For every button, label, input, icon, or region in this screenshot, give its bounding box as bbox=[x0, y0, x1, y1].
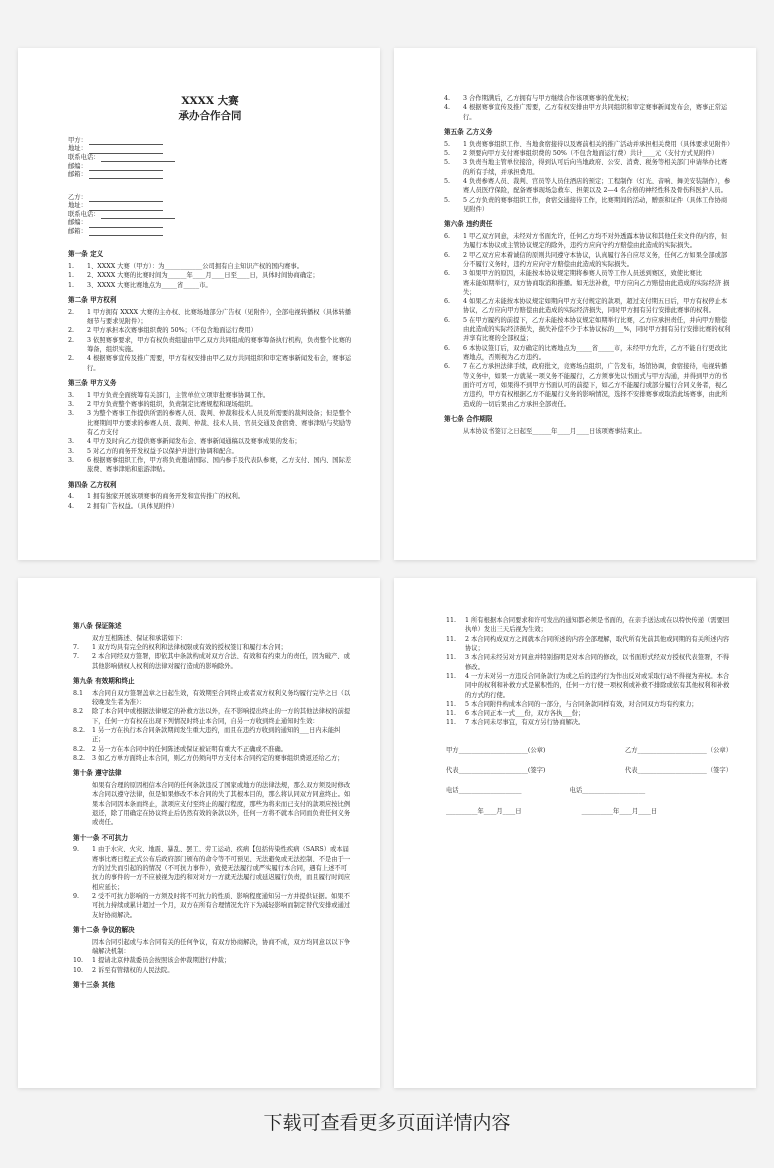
document-page-1 bbox=[18, 48, 380, 560]
clause-text: 4 根据赛事宣传及推广需要，乙方有权安排由甲方共同组织和审定赛事新闻发布会，赛事正常运行。 bbox=[463, 104, 728, 121]
clause-text: 赛未能如期举行，双方协商取消和推播。如无法补救，甲方应向乙方赔偿由此造成的实际经济 损失； bbox=[463, 279, 730, 296]
party-field-blank bbox=[89, 178, 163, 179]
clause-number: 11. bbox=[446, 654, 457, 662]
clause-text: 2 本合同构成双方之间就本合同所述的内容全部理解，取代所有先前其他或同期的有关所述内容协议； bbox=[465, 635, 730, 652]
clause-text: 2 甲乙双方应本着诚信的原则共同遵守本协议，认真履行各自应尽义务，任何乙方如果全部或部分不履行义务时，违约方应向守方赔偿由此造成的实际损失。 bbox=[463, 251, 728, 268]
clause-text: 5 乙方负责的赛事组织工作，食宿交通接待工作，比赛期间的活动，赠票和证件（具体工作协商见附件） bbox=[463, 196, 728, 213]
clause-item bbox=[73, 956, 352, 965]
clause-item bbox=[446, 700, 732, 709]
clause-number: 8.2. bbox=[73, 745, 86, 753]
party-field-label: 邮编： bbox=[68, 219, 87, 227]
clause-text: 因本合同引起或与本合同有关的任何争议，有双方协商解决，协商不成，双方均同意以以下争端解决机制： bbox=[92, 938, 351, 955]
party-a-block bbox=[68, 136, 352, 179]
clause-text: 5 本合同附件构成本合同的一部分，与合同条款同样有效，对合同双方均有约束力； bbox=[465, 700, 698, 708]
party-field-blank bbox=[101, 218, 175, 219]
clause-number: 1. bbox=[68, 272, 75, 280]
party-field-blank bbox=[89, 144, 163, 145]
clause-number: 8.2. bbox=[73, 727, 86, 734]
party-field-label: 乙方： bbox=[68, 193, 87, 201]
clause-item bbox=[68, 281, 352, 290]
clause-text: 2 甲方承担本次赛事组织费的 50%；（不包含地面运行费用） bbox=[87, 327, 257, 335]
document-page-3 bbox=[18, 578, 380, 1088]
clause-item bbox=[444, 158, 732, 177]
page-3-sections bbox=[73, 622, 352, 991]
signature-rep-a: 代表______________________(签字) bbox=[446, 767, 546, 775]
contract-title bbox=[68, 94, 352, 124]
clause-item bbox=[68, 308, 352, 327]
clause-text: 6 本合同正本一式___份，双方各执___份； bbox=[465, 710, 585, 718]
clause-number: 6. bbox=[444, 344, 451, 352]
signature-party-b: 乙方______________________（公章） bbox=[624, 746, 732, 754]
page-1-sections bbox=[68, 250, 352, 511]
clause-item bbox=[446, 718, 732, 727]
signature-block bbox=[446, 746, 732, 816]
section-heading: 第十一条 不可抗力 bbox=[73, 833, 129, 842]
section-heading: 第三条 甲方义务 bbox=[68, 379, 117, 387]
clause-text: 7 本合同未尽事宜，有双方另行协商解决。 bbox=[465, 719, 585, 727]
clause-number: 2. bbox=[68, 336, 75, 344]
clause-number: 2. bbox=[68, 355, 75, 363]
party-field-blank bbox=[89, 153, 163, 154]
party-field-blank bbox=[89, 201, 163, 202]
clause-text: 1 所有根据本合同要求和许可发出的通知都必须是书面的，在亲手送达或在以特快传递（需要回执单）发出三天后视为生效； bbox=[465, 617, 730, 634]
clause-text: 3 依照赛事要求，甲方有权负责组建由甲乙双方共同组成的赛事筹备执行机构，负责整个比赛的筹备，组织实施。 bbox=[87, 336, 352, 354]
clause-text: 1 负责赛事组织工作、当地食宿接待以及赛前相关的推广活动并承担相关费用（具体要求见附件） bbox=[463, 140, 734, 148]
signature-tel-b: 电话____________________ bbox=[569, 787, 646, 795]
clause-item bbox=[73, 745, 352, 754]
clause-text: 3 如乙方单方面终止本合同，则乙方仍须向甲方支付本合同约定的赛事组织费返还给乙方； bbox=[92, 754, 344, 762]
clause-item bbox=[444, 149, 732, 158]
clause-item bbox=[68, 400, 352, 409]
section-heading: 第六条 违约责任 bbox=[444, 220, 493, 229]
clause-number: 4. bbox=[444, 104, 451, 112]
party-field-label: 联系电话： bbox=[68, 210, 100, 218]
clause-number: 3. bbox=[68, 401, 75, 409]
clause-text: 4 根据赛事宣传及推广需要，甲方有权安排由甲乙双方共同组织和审定赛事新闻发布会，赛事运行。 bbox=[87, 355, 352, 372]
clause-number: 6. bbox=[444, 232, 451, 240]
clause-item bbox=[444, 94, 732, 103]
section-heading: 第四条 乙方权利 bbox=[68, 480, 117, 489]
clause-number: 9. bbox=[73, 892, 80, 900]
section-heading: 第七条 合作期限 bbox=[444, 414, 493, 423]
clause-item bbox=[73, 938, 352, 957]
party-field-blank bbox=[89, 227, 163, 228]
clause-number: 6. bbox=[444, 316, 451, 324]
clause-item bbox=[444, 196, 732, 215]
party-field-label: 地址： bbox=[68, 145, 87, 153]
clause-number bbox=[444, 427, 463, 436]
clause-text: 3 负责当地主管单位接洽，得到认可后向当地政府、公安、消费、税务等相关部门申请举办比赛的所有手续，并承担费用。 bbox=[463, 159, 728, 176]
clause-text: 7 在乙方承担法律手续，政府批文，竞赛场点组织，广告发布，场馆协调，食宿接待，电视转播等义务中，如果一方就某一项义务不能履行，乙方须事先以书面式与甲方沟通，并得到甲方的书面许可方可，如果得不到甲方书面认可的前提下，如乙方不能履行或部分履行合同义务者，视乙方违约，甲方有权根据乙方不能履行义务的影响情况，选择不安排赛事或取消此场赛事，由此所造成的一切后果由乙方承担全部责任。 bbox=[463, 363, 728, 408]
clause-number: 5. bbox=[444, 159, 451, 167]
clause-text: 1、XXXX 大赛（甲方）：为____________公司拥有自主知识产权的国内赛事。 bbox=[87, 263, 303, 271]
party-b-block bbox=[68, 193, 352, 236]
clause-text: 2 甲方负责整个赛事的组织，负责制定比赛规程和现场组织。 bbox=[87, 401, 257, 409]
clause-number: 11. bbox=[446, 672, 457, 680]
section-heading: 第二条 甲方权利 bbox=[68, 296, 117, 305]
party-field-blank bbox=[101, 161, 175, 162]
clause-text: 2 须要向甲方支付赛事组织费的 50%（不包含地面运行费）共计____元（支付方式见附件） bbox=[463, 150, 718, 157]
clause-text: 从本协议书签订之日起至______年____月____日该项赛事结束止。 bbox=[463, 427, 646, 435]
clause-text: 1 提请北京仲裁委员会按照该会仲裁期进行仲裁； bbox=[92, 957, 231, 965]
clause-number: 3. bbox=[68, 438, 75, 446]
clause-number: 5. bbox=[444, 177, 451, 185]
clause-number: 8.1 bbox=[73, 689, 84, 697]
party-field bbox=[68, 219, 352, 228]
clause-number: 8.2. bbox=[73, 754, 86, 762]
clause-text: 如果有合理的原因相信本合同的任何条款违反了国家或地方的法律法规，那么双方须及时修改本合同以遵守法律，但是如果修改不本合同的失了其根本目的，那么将认同双方同意终止。如果本合同因本条而终止，款项应支付至终止的履行程度，那些为将来而已支付的款项应按比例退还，除了用确定在协议终止后仍然有效的条款以外，任何一方将不就本合同而负责任何义务或责任。 bbox=[92, 782, 351, 827]
clause-number: 6. bbox=[444, 363, 451, 371]
clause-item bbox=[73, 845, 352, 892]
clause-text: 1 甲乙双方同意，未经对方书面允许，任何乙方均不对外透露本协议和其他任来文件的内容，但为履行本协议或主管协议规定的除外，违约方应向守约方赔偿由此造成的实际损失。 bbox=[463, 232, 728, 250]
clause-text: 3 如果甲方的原因，未能按本协议规定期将参赛人员等工作人员送到赛区，致使比赛比 bbox=[463, 270, 702, 278]
signature-rep-b: 代表______________________（签字） bbox=[624, 767, 732, 775]
clause-item bbox=[73, 892, 352, 920]
clause-text: 1 甲方负责全面统筹有关部门，主管单位立项审批赛事协调工作。 bbox=[87, 391, 270, 399]
clause-text: 2 拥有广告权益。（具体见附件） bbox=[87, 502, 179, 510]
more-pages-caption[interactable]: 下载可查看更多页面详情内容 bbox=[263, 1112, 511, 1134]
clause-number: 8.2 bbox=[73, 708, 84, 716]
clause-item bbox=[446, 635, 732, 654]
clause-text: 4 负责参赛人员、裁判、官员等人员住酒店的预定；工程制作（灯光、音响、舞美安装制作），参赛人员医疗保险，配备赛事现场急救车、担架以及 2—4 名合格的神经性科及骨伤科医护人员。 bbox=[463, 177, 731, 195]
clause-item bbox=[444, 232, 732, 251]
clause-text: 2 诉至有管辖权的人民法院。 bbox=[92, 966, 174, 974]
party-field-label: 地址： bbox=[68, 202, 87, 210]
document-page-2 bbox=[394, 48, 756, 560]
party-field-blank bbox=[89, 235, 163, 236]
clause-item bbox=[73, 781, 352, 828]
signature-row-phone bbox=[446, 786, 732, 795]
clause-number: 3. bbox=[68, 447, 75, 455]
clause-number: 5. bbox=[444, 150, 451, 157]
contract-title-line-2: 承办合作合同 bbox=[178, 110, 242, 123]
clause-item bbox=[444, 362, 732, 409]
signature-row-representative bbox=[446, 766, 732, 775]
clause-number: 5. bbox=[444, 196, 451, 204]
clause-text: 5 对乙方的商务开发权益予以保护并进行协调和配合。 bbox=[87, 447, 238, 455]
party-field bbox=[68, 228, 352, 237]
clause-text: 2 本合同经双方签署，即依其中条款构成对双方合法、有效和有约束力的责任，因为破产、或其他影响债权人权利的法律对履行造成的影响除外。 bbox=[92, 653, 350, 670]
clause-item bbox=[444, 316, 732, 344]
party-field bbox=[68, 202, 352, 211]
party-field-label: 邮箱： bbox=[68, 228, 87, 236]
clause-number: 4. bbox=[444, 95, 451, 102]
clause-item bbox=[444, 279, 732, 298]
clause-item bbox=[446, 709, 732, 718]
clause-number: 1. bbox=[68, 281, 75, 289]
section-heading: 第十三条 其他 bbox=[73, 980, 115, 989]
clause-item bbox=[73, 754, 352, 763]
clause-item bbox=[73, 966, 352, 975]
party-field bbox=[68, 136, 352, 145]
clause-number: 11. bbox=[446, 700, 457, 708]
party-field bbox=[68, 193, 352, 202]
clause-item bbox=[73, 726, 352, 745]
clause-number: 7. bbox=[73, 653, 80, 661]
clause-text: 2、XXXX 大赛的比赛时间为______年____月____日至____日，具体时间协商确定； bbox=[87, 272, 319, 280]
clause-text: 双方互相陈述、保证和承诺如下： bbox=[92, 634, 187, 642]
clause-text: 2 另一方在本合同中的任何陈述或保证被证明有重大不正确或不准确。 bbox=[92, 745, 287, 753]
signature-row-date bbox=[446, 807, 732, 816]
clause-item bbox=[68, 336, 352, 355]
party-field bbox=[68, 171, 352, 180]
clause-number: 3. bbox=[68, 410, 75, 418]
section-heading: 第九条 有效期和终止 bbox=[73, 677, 135, 685]
clause-text: 1 甲方拥有 XXXX 大赛的主办权、比赛场地部分广告权（见附件），全部电视转播权（具体转播细节与要求见附件）； bbox=[87, 308, 352, 326]
contract-title-line-1: XXXX 大赛 bbox=[181, 95, 239, 107]
clause-text: 5 在甲方履约的前提下，乙方未能按本协议规定如期举行比赛，乙方应承担责任，并向甲方赔偿由此造成的实际经济损失，损失补偿不少于本协议标的___%，同时甲方拥有另行安排比赛的权利并享有比赛的全部权益； bbox=[463, 316, 731, 343]
clause-item bbox=[68, 437, 352, 446]
clause-number: 4. bbox=[68, 493, 75, 501]
party-field bbox=[68, 154, 352, 163]
clause-number: 6. bbox=[444, 251, 451, 259]
section-heading: 第十条 遵守法律 bbox=[73, 769, 122, 778]
clause-item bbox=[73, 652, 352, 671]
clause-number bbox=[73, 634, 92, 643]
clause-text: 3 合作期满后，乙方拥有与甲方继续合作该项赛事的优先权； bbox=[463, 95, 633, 102]
clause-item bbox=[444, 103, 732, 122]
clause-item bbox=[68, 262, 352, 271]
page-4-items bbox=[446, 616, 732, 728]
signature-party-a: 甲方______________________(公章) bbox=[446, 746, 546, 754]
clause-number: 2. bbox=[68, 327, 75, 335]
clause-text: 1 另一方在执行本合同条款期间发生重大违约，而且在违约方收到的通知的___日内未能纠正； bbox=[92, 727, 341, 744]
clause-item bbox=[68, 456, 352, 475]
clause-number bbox=[444, 279, 463, 298]
clause-number: 3. bbox=[68, 391, 75, 399]
clause-text: 2 受不可抗力影响的一方须及时将不可抗力的性质、影响程度通知另一方并提供证据。如果不可抗力持续或累计超过一个月，双方在所有合理情况允许下为减轻影响而制定替代安排或通过友好协商解决。 bbox=[92, 892, 351, 919]
party-field-blank bbox=[89, 170, 163, 171]
party-field bbox=[68, 162, 352, 171]
clause-text: 1 拥有独家开展该项赛事的商务开发和宣传推广的权利。 bbox=[87, 493, 245, 501]
clause-number: 11. bbox=[446, 710, 457, 718]
clause-item bbox=[68, 391, 352, 400]
party-field-label: 邮编： bbox=[68, 162, 87, 170]
clause-item bbox=[444, 269, 732, 278]
party-field-label: 邮箱： bbox=[68, 171, 87, 179]
party-field-blank bbox=[89, 210, 163, 211]
page-2-intro bbox=[444, 94, 732, 122]
party-field-label: 联系电话： bbox=[68, 153, 100, 161]
clause-item bbox=[444, 251, 732, 270]
clause-item bbox=[73, 643, 352, 652]
signature-tel-a: 电话____________________ bbox=[446, 787, 522, 795]
clause-text: 3 本合同未经另对方同意并特别指明是对本合同的修改，以书面形式经双方授权代表签署，不得修改。 bbox=[465, 654, 730, 671]
clause-item bbox=[446, 653, 732, 672]
clause-item bbox=[73, 707, 352, 726]
signature-date-b: __________年____月____日 bbox=[581, 807, 658, 815]
clause-number: 10. bbox=[73, 957, 84, 965]
clause-item bbox=[73, 689, 352, 708]
clause-text: 本合同自双方签署盖章之日起生效，有效期至合同终止或者双方权利义务均履行完毕之日（以较晚发生者为准）： bbox=[92, 689, 351, 707]
clause-number: 11. bbox=[446, 719, 457, 727]
clause-number: 6. bbox=[444, 270, 451, 278]
clause-number: 11. bbox=[446, 635, 457, 643]
clause-number: 2. bbox=[68, 308, 75, 316]
clause-item bbox=[73, 634, 352, 643]
clause-item bbox=[68, 354, 352, 373]
section-heading: 第五条 乙方义务 bbox=[444, 127, 493, 136]
clause-number: 1. bbox=[68, 263, 75, 271]
clause-item bbox=[68, 271, 352, 280]
clause-number: 3. bbox=[68, 456, 75, 464]
clause-number: 11. bbox=[446, 617, 457, 624]
party-field bbox=[68, 211, 352, 220]
clause-text: 1 双方均具有完全的权利和法律权限或有效的授权签订和履行本合同； bbox=[92, 644, 287, 652]
clause-item bbox=[444, 140, 732, 149]
clause-number bbox=[73, 781, 92, 828]
clause-number: 6. bbox=[444, 298, 451, 306]
clause-item bbox=[68, 409, 352, 437]
section-heading: 第八条 保证陈述 bbox=[73, 622, 122, 630]
clause-number: 4. bbox=[68, 502, 75, 510]
section-heading: 第十二条 争议的解决 bbox=[73, 925, 135, 934]
signature-row-party bbox=[446, 746, 732, 755]
signature-date-a: __________年____月____日 bbox=[446, 807, 522, 815]
section-heading: 第一条 定义 bbox=[68, 250, 104, 259]
clause-item bbox=[444, 177, 732, 196]
clause-text: 3、XXXX 大赛比赛地点为_____省_____市。 bbox=[87, 281, 212, 289]
document-page-4 bbox=[394, 578, 756, 1088]
clause-item bbox=[444, 297, 732, 316]
clause-item bbox=[68, 502, 352, 511]
clause-item bbox=[68, 447, 352, 456]
clause-text: 4 甲方及时向乙方提供赛事新闻发布会、赛事新闻通稿以及赛事成果的发布； bbox=[87, 438, 301, 446]
page-2-sections bbox=[444, 128, 732, 436]
party-field bbox=[68, 145, 352, 154]
clause-item bbox=[68, 326, 352, 335]
clause-number: 7. bbox=[73, 644, 80, 652]
party-field-label: 甲方： bbox=[68, 136, 87, 144]
clause-text: 1 由于水灾、火灾、地震、暴乱、罢工、劳工运动、疾病【包括传染性疾病（SARS）或本届赛事比赛日程正式公布后政府部门颁布的命令等不可预见、无法避免或无法控制、不是由于一方的过失而引起的的情况（不可抗力事件），致使无法履行或严实履行本合同，遇有上述不可抗力的事件的一方不应被视为违约和对对方一方就无法履行或延迟履行负责，而且履行时间应相应延长； bbox=[92, 846, 351, 891]
clause-text: 除了本合同中或根据法律规定的补救方法以外，在不影响提出终止的一方的其他法律权的前提下，任何一方有权在出现下列情况时终止本合同，自另一方收到终止通知时生效： bbox=[92, 708, 351, 725]
clause-text: 3 为整个赛事工作提供所需的参赛人员、裁判、仲裁和技术人员及所需要的裁判设备；但是整个比赛期间甲方要求的参赛人员、裁判、仲裁、技术人员、官员交通及食宿费、赛事津贴与奖励等有乙方支付 bbox=[87, 410, 352, 436]
clause-text: 6 本协议签订后，双方确定的比赛地点为_____省_____市，未经甲方允许，乙方不能自行更改比赛地点，否则视为乙方违约。 bbox=[463, 344, 728, 361]
clause-text: 6 根据赛事组织工作，甲方将负责邀请国际、国内参手及代表队参赛，乙方支付、国内、国际差旅费、赛事津贴和旅游津贴。 bbox=[87, 456, 352, 474]
clause-item bbox=[444, 344, 732, 363]
clause-item bbox=[446, 672, 732, 700]
clause-item bbox=[446, 616, 732, 635]
clause-text: 4 如果乙方未能按本协议规定如期向甲方支付规定的款项，超过支付期五日后，甲方有权停止本协议，乙方应向甲方赔偿由此造成的实际经济损失，同时甲方拥有另行安排此赛事的权利。 bbox=[463, 298, 728, 315]
clause-number: 9. bbox=[73, 846, 80, 854]
clause-number bbox=[73, 938, 92, 957]
clause-item bbox=[68, 492, 352, 501]
clause-number: 5. bbox=[444, 140, 451, 148]
clause-text: 4 一方未对另一方违反合同条款行为或之后的违约行为作出反对或采取行动不得视为弃权。本合同中的权利和补救方式是累积性的，任何一方行使一项权利或补救不排除或依有其他权利和补救的方式的行使。 bbox=[465, 672, 730, 699]
clause-item bbox=[444, 427, 732, 436]
clause-number: 10. bbox=[73, 966, 84, 974]
